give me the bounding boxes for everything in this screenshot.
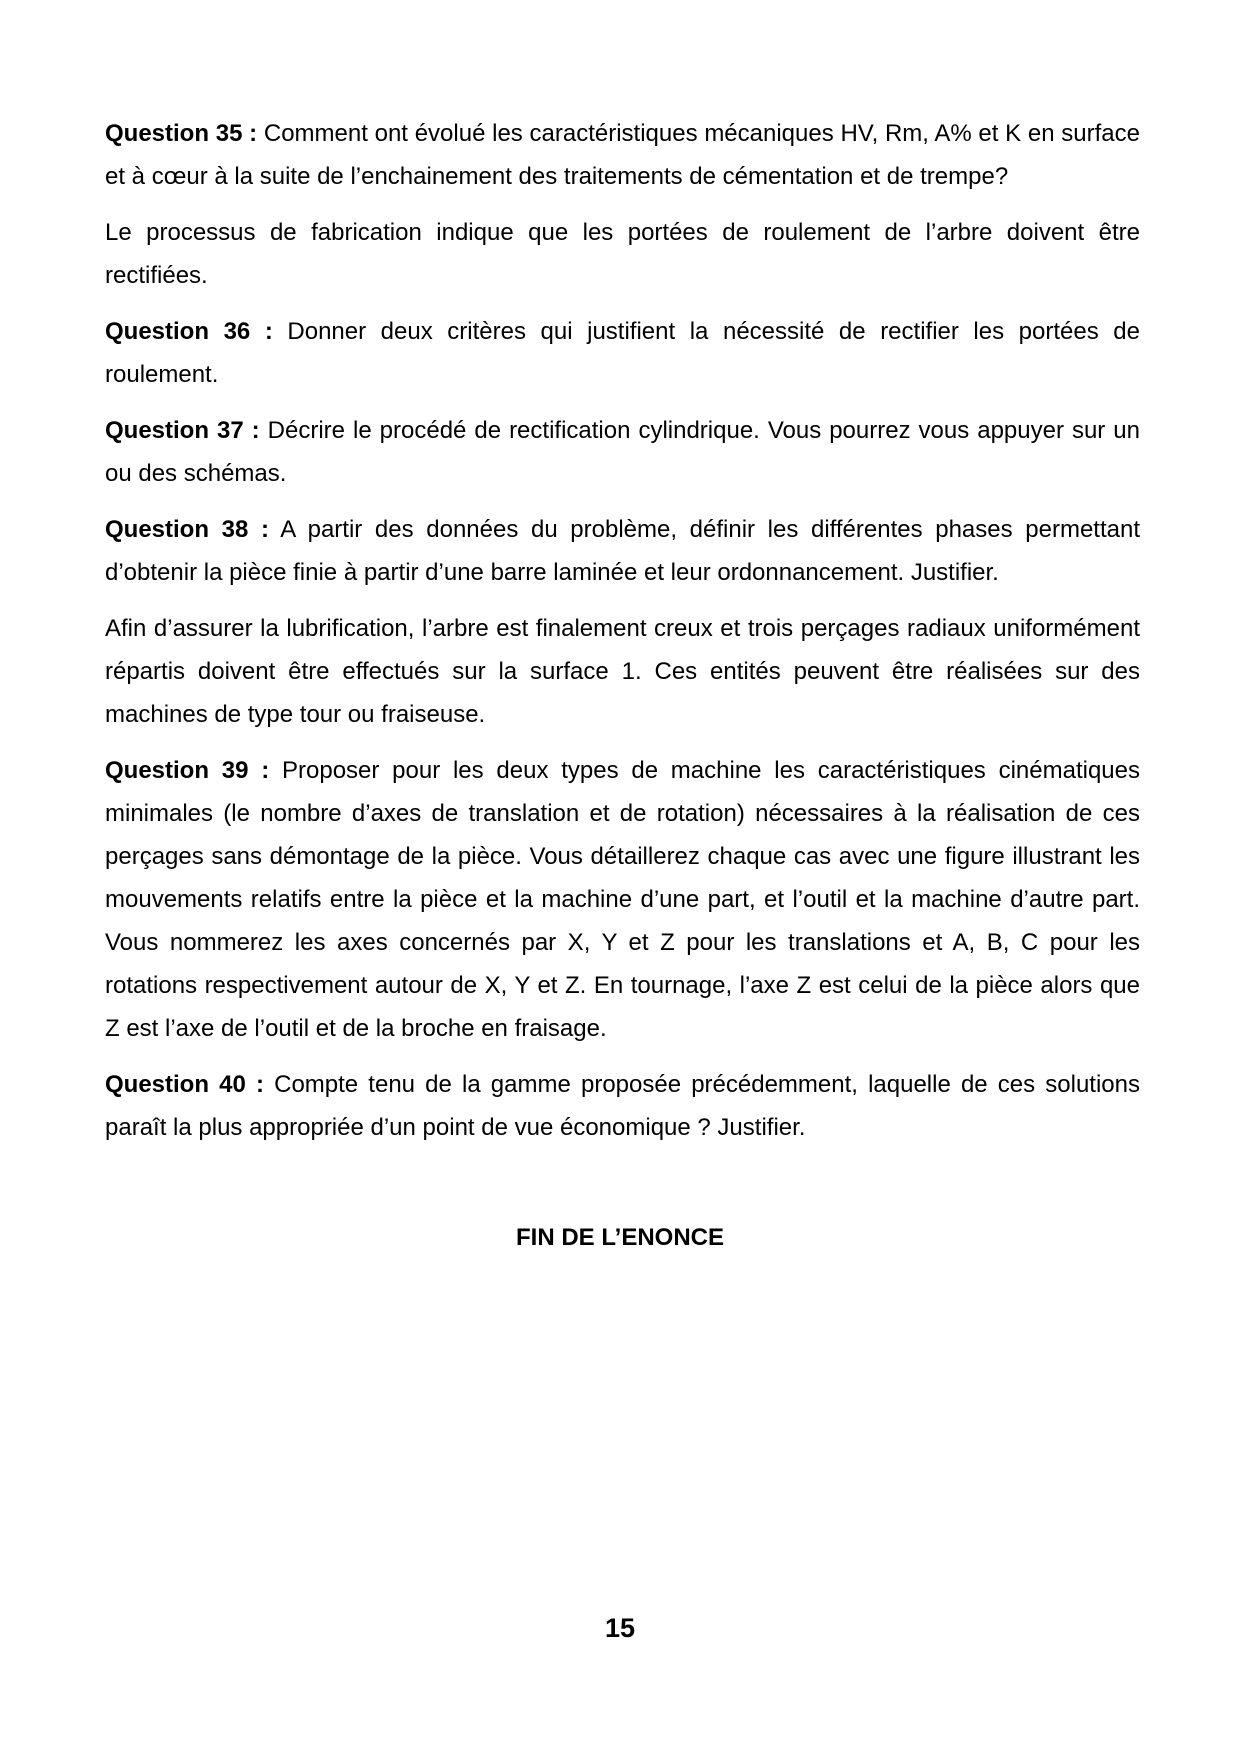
question-label: Question 40 : <box>105 1071 264 1098</box>
paragraph-question-39 <box>105 749 1140 1050</box>
paragraph-question-37 <box>105 409 1140 495</box>
paragraph-question-36 <box>105 310 1140 396</box>
paragraph-text: Décrire le procédé de rectification cylindrique. Vous pourrez vous appuyer sur un ou des schémas. <box>105 417 1140 487</box>
paragraph-text: Comment ont évolué les caractéristiques mécaniques HV, Rm, A% et K en surface et à cœur à la suite de l’enchainement des traitements de cémentation et de trempe? <box>105 120 1141 190</box>
question-label: Question 36 : <box>105 318 273 345</box>
paragraph-text: Le processus de fabrication indique que les portées de roulement de l’arbre doivent être rectifiées. <box>105 219 1140 289</box>
paragraph-intro-lubrification <box>105 607 1140 736</box>
end-of-statement-title: FIN DE L’ENONCE <box>515 1224 725 1251</box>
paragraph-text: Afin d’assurer la lubrification, l’arbre est finalement creux et trois perçages radiaux uniformément répartis doivent être effectués sur la surface 1. Ces entités peuvent être réalisées sur des machines de type tour ou fraiseuse. <box>105 615 1140 728</box>
paragraph-text: Compte tenu de la gamme proposée précédemment, laquelle de ces solutions paraît la plus appropriée d’un point de vue économique ? Justifier. <box>105 1071 1141 1141</box>
paragraph-question-35 <box>105 112 1140 198</box>
paragraph-text: Donner deux critères qui justifient la nécessité de rectifier les portées de roulement. <box>105 318 1140 388</box>
question-label: Question 35 : <box>105 120 258 147</box>
paragraph-question-40 <box>105 1063 1140 1149</box>
question-label: Question 38 : <box>105 516 269 543</box>
paragraph-intro-rectification <box>105 211 1140 297</box>
paragraph-text: Proposer pour les deux types de machine les caractéristiques cinématiques minimales (le nombre d’axes de translation et de rotation) nécessaires à la réalisation de ces perçages sans démontage de la pièce. Vous détaillerez chaque cas avec une figure illustrant les mouvements relatifs entre la pièce et la machine d’une part, et l’outil et la machine d’autre part. Vous nommerez les axes concernés par X, Y et Z pour les translations et A, B, C pour les rotations respectivement autour de X, Y et Z. En tournage, l’axe Z est celui de la pièce alors que Z est l’axe de l’outil et de la broche en fraisage. <box>105 757 1140 1042</box>
document-body <box>105 112 1140 1162</box>
page-number: 15 <box>604 1613 636 1643</box>
paragraph-question-38 <box>105 508 1140 594</box>
paragraph-text: A partir des données du problème, définir les différentes phases permettant d’obtenir la pièce finie à partir d’une barre laminée et leur ordonnancement. Justifier. <box>105 516 1140 586</box>
question-label: Question 37 : <box>105 417 260 444</box>
question-label: Question 39 : <box>105 757 270 784</box>
